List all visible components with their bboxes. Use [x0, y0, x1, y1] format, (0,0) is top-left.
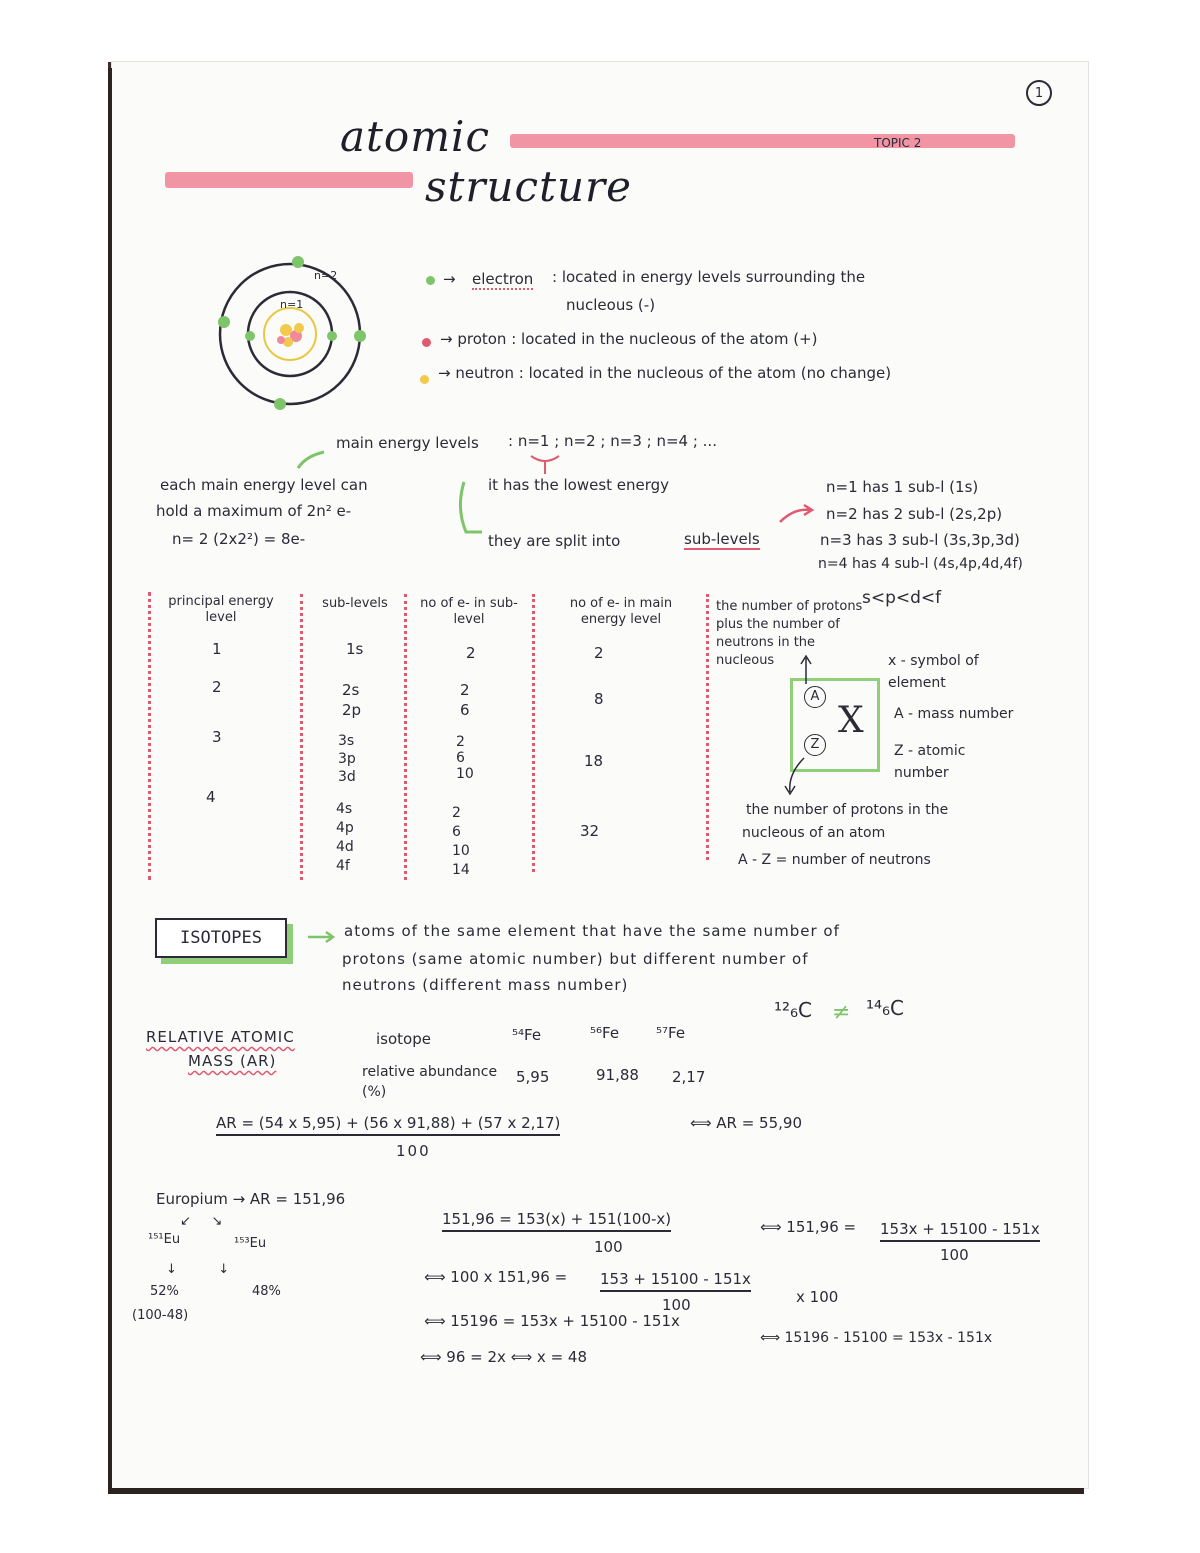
table-row-4-esub: 2 6 10 14	[452, 805, 470, 878]
table-divider-0	[148, 592, 151, 880]
title-line-1: atomic	[340, 112, 490, 161]
z-desc-1: the number of protons in the	[746, 802, 949, 818]
electron-arrow: →	[443, 270, 456, 288]
isotope-def-3: neutrons (different mass number)	[342, 976, 629, 994]
ram-heading-1: RELATIVE ATOMIC	[146, 1028, 295, 1046]
eu-151-calc: (100-48)	[132, 1308, 189, 1323]
table-row-3-subs: 3s 3p 3d	[338, 733, 356, 785]
eu-eq1-numerator: 151,96 = 153(x) + 151(100-x)	[442, 1210, 671, 1228]
table-row-1-emain: 2	[594, 644, 604, 662]
isotope-fe57: ⁵⁷Fe	[656, 1024, 686, 1042]
eu-153-percent: 48%	[252, 1284, 281, 1299]
table-row-1-subs: 1s	[346, 640, 364, 658]
nuclide-a: A	[804, 686, 826, 708]
n1-sublevels: n=1 has 1 sub-l (1s)	[826, 478, 979, 496]
a-mass-label: A - mass number	[894, 706, 1014, 722]
sub-levels-term: sub-levels	[684, 530, 760, 548]
green-bracket	[454, 478, 488, 540]
max-electrons-1: each main energy level can	[160, 476, 368, 494]
table-row-4-level: 4	[206, 788, 216, 806]
abundance-label: relative abundance (%)	[362, 1064, 498, 1100]
z-desc-2: nucleous of an atom	[742, 825, 886, 841]
red-arrow-right	[776, 502, 816, 526]
lowest-energy: it has the lowest energy	[488, 476, 670, 494]
header-sublevels: sub-levels	[322, 596, 388, 611]
europium-heading: Europium → AR = 151,96	[156, 1190, 346, 1208]
topic-label: TOPIC 2	[874, 136, 922, 150]
header-e-sub: no of e- in sub-level	[420, 596, 518, 627]
abundance-fe57: 2,17	[672, 1068, 706, 1086]
ram-heading-2: MASS (AR)	[188, 1052, 277, 1070]
eu-eq5: ⟺ 96 = 2x ⟺ x = 48	[420, 1348, 587, 1366]
title-highlight-right	[510, 134, 1015, 148]
carbon-12: ¹²₆C	[774, 998, 813, 1022]
atom-n2-label: n=2	[314, 269, 338, 282]
not-equal: ≠	[832, 1000, 851, 1025]
table-row-3-esub: 2 6 10	[456, 734, 474, 782]
eu-eq4: ⟺ 15196 = 153x + 15100 - 151x	[424, 1312, 680, 1330]
atom-diagram	[210, 250, 380, 420]
x-symbol-label: x - symbol of element	[888, 653, 979, 691]
table-row-1-level: 1	[212, 640, 222, 658]
electron-desc-2: nucleous (-)	[566, 296, 656, 314]
header-level: principal energy level	[168, 594, 274, 625]
table-row-1-esub: 2	[466, 644, 476, 662]
eu-eq2: ⟺ 151,96 =	[760, 1218, 857, 1236]
table-row-3-emain: 18	[584, 752, 604, 770]
n4-sublevels: n=4 has 4 sub-l (4s,4p,4d,4f)	[818, 556, 1023, 572]
table-row-4-subs: 4s 4p 4d 4f	[336, 801, 354, 874]
green-arrow-isotopes	[306, 930, 336, 944]
nuclide-z: Z	[804, 734, 826, 756]
isotope-fe56: ⁵⁶Fe	[590, 1024, 620, 1042]
isotope-fe54: ⁵⁴Fe	[512, 1026, 542, 1044]
table-row-2-esub: 2 6	[460, 681, 470, 719]
n2-sublevels: n=2 has 2 sub-l (2s,2p)	[826, 505, 1003, 523]
eu-eq3: ⟺ 100 x 151,96 =	[424, 1268, 568, 1286]
isotopes-heading: ISOTOPES	[155, 918, 287, 958]
neutron-desc: → neutron : located in the nucleous of the atom (no change)	[438, 364, 892, 382]
table-row-2-level: 2	[212, 678, 222, 696]
proton-dot	[422, 338, 431, 347]
split-text: they are split into	[488, 532, 621, 550]
table-divider-4	[706, 594, 709, 860]
arrow-down-from-z	[780, 756, 810, 796]
title-line-2: structure	[425, 162, 632, 211]
eu-arrows: ↙ ↘	[180, 1214, 223, 1229]
isotope-row-label: isotope	[376, 1030, 431, 1048]
table-row-3-level: 3	[212, 728, 222, 746]
eu-151-percent: 52%	[150, 1284, 179, 1299]
table-row-4-emain: 32	[580, 822, 600, 840]
neutron-formula: A - Z = number of neutrons	[738, 852, 931, 868]
abundance-fe56: 91,88	[596, 1066, 639, 1084]
electron-desc-1: : located in energy levels surrounding the	[552, 268, 866, 286]
max-electrons-3: n= 2 (2x2²) = 8e-	[172, 530, 306, 548]
header-e-main: no of e- in main energy level	[569, 596, 673, 627]
eu-eq2-denominator: 100	[940, 1246, 969, 1264]
ar-formula-denominator: 100	[396, 1142, 431, 1160]
electron-term: electron	[472, 270, 534, 288]
main-levels-label: main energy levels	[336, 434, 479, 452]
n3-sublevels: n=3 has 3 sub-l (3s,3p,3d)	[820, 531, 1020, 549]
table-divider-2	[404, 594, 407, 880]
eu-151: ¹⁵¹Eu	[148, 1232, 181, 1247]
table-divider-3	[532, 594, 535, 872]
isotope-def-2: protons (same atomic number) but different number of	[342, 950, 809, 968]
eu-eq4b: ⟺ 15196 - 15100 = 153x - 151x	[760, 1330, 993, 1346]
carbon-14: ¹⁴₆C	[866, 996, 905, 1020]
page-number: 1	[1026, 80, 1052, 106]
table-row-2-emain: 8	[594, 690, 604, 708]
table-row-2-subs: 2s 2p	[342, 681, 362, 719]
table-divider-1	[300, 594, 303, 880]
green-arrow-left	[288, 446, 328, 474]
main-levels-values: : n=1 ; n=2 ; n=3 ; n=4 ; ...	[508, 432, 717, 450]
neutron-dot	[420, 375, 429, 384]
mass-number-desc: the number of protons plus the number of neutrons in the nucleous	[716, 599, 863, 668]
eu-eq1-denominator: 100	[594, 1238, 623, 1256]
electron-dot	[426, 276, 435, 285]
nuclide-x: X	[838, 700, 864, 741]
max-electrons-2: hold a maximum of 2n² e-	[156, 502, 352, 520]
isotope-def-1: atoms of the same element that have the same number of	[344, 922, 840, 940]
eu-eq3-post: x 100	[796, 1288, 839, 1306]
eu-eq3-numerator: 153 + 15100 - 151x	[600, 1270, 751, 1288]
red-bracket	[527, 452, 563, 476]
z-atomic-label: Z - atomic number	[894, 743, 966, 781]
eu-153: ¹⁵³Eu	[234, 1236, 267, 1251]
abundance-fe54: 5,95	[516, 1068, 550, 1086]
eu-eq3-denominator: 100	[662, 1296, 691, 1314]
ar-formula-numerator: AR = (54 x 5,95) + (56 x 91,88) + (57 x 2,17)	[216, 1114, 560, 1132]
eu-down-arrows: ↓ ↓	[166, 1262, 230, 1277]
arrow-up-to-a	[798, 654, 814, 686]
title-highlight-left	[165, 172, 413, 188]
atom-n1-label: n=1	[280, 298, 304, 311]
ar-result: ⟺ AR = 55,90	[690, 1114, 803, 1132]
eu-eq2-numerator: 153x + 15100 - 151x	[880, 1220, 1040, 1238]
proton-desc: → proton : located in the nucleous of the atom (+)	[440, 330, 818, 348]
sublevel-order: s<p<d<f	[862, 588, 942, 608]
